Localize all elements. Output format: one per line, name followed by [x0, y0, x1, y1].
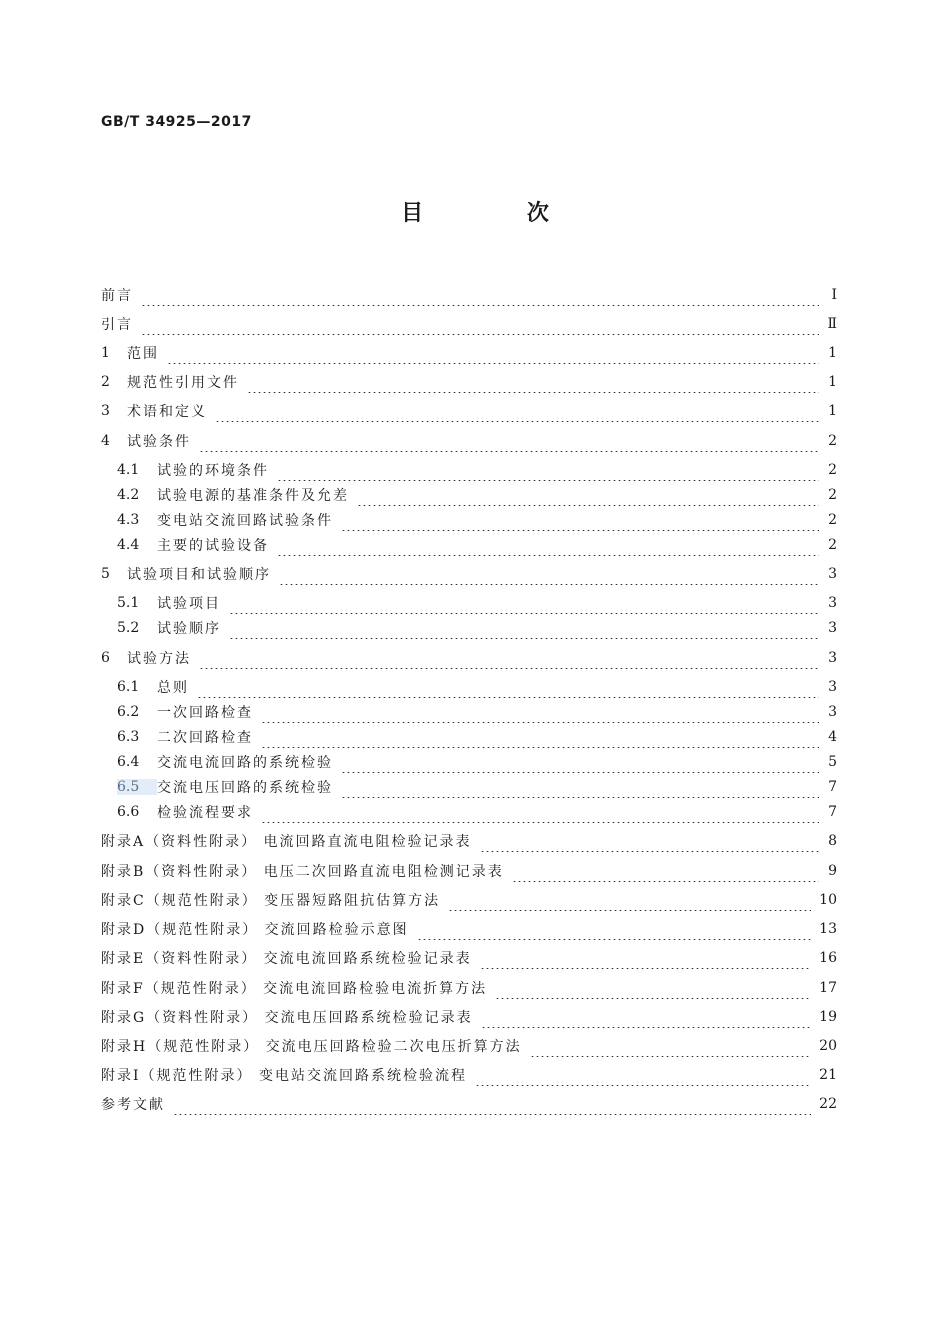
dot-leader: [167, 342, 819, 364]
toc-entry[interactable]: [117, 776, 837, 798]
toc-entry[interactable]: [101, 860, 837, 882]
page-title: 目 次: [401, 201, 597, 226]
toc-entry-number: 3: [101, 403, 110, 419]
toc-entry-page-number: 3: [828, 620, 837, 636]
toc-entry-page-number: Ⅱ: [827, 316, 837, 332]
toc-entry-page-number: 20: [819, 1038, 837, 1054]
toc-entry-page-number: 5: [828, 754, 837, 770]
toc-entry[interactable]: [101, 889, 837, 911]
toc-entry-page-number: 3: [828, 595, 837, 611]
toc-entry-number: 6.4: [117, 754, 140, 770]
toc-entry[interactable]: [101, 400, 837, 422]
toc-entry[interactable]: [117, 484, 837, 506]
toc-entry-page-number: 16: [819, 950, 837, 966]
toc-entry[interactable]: [101, 430, 837, 452]
toc-entry-title: 参考文献: [101, 1097, 165, 1113]
dot-leader: [530, 1035, 812, 1057]
toc-entry-page-number: 1: [828, 374, 837, 390]
toc-entry-title: 附录I（规范性附录） 变电站交流回路系统检验流程: [101, 1068, 467, 1084]
toc-entry-number: 4.1: [117, 462, 140, 478]
toc-entry-title: 附录E（资料性附录） 交流电流回路系统检验记录表: [101, 951, 472, 967]
toc-entry[interactable]: [117, 676, 837, 698]
toc-entry-page-number: 9: [828, 863, 837, 879]
dot-leader: [199, 647, 819, 669]
toc-entry-title: 交流电流回路的系统检验: [157, 755, 333, 771]
toc-entry-title: 附录D（规范性附录） 交流回路检验示意图: [101, 922, 409, 938]
dot-leader: [277, 459, 819, 481]
dot-leader: [480, 830, 819, 852]
toc-entry[interactable]: [117, 617, 837, 639]
toc-entry-title: 主要的试验设备: [157, 538, 269, 554]
dot-leader: [261, 801, 819, 823]
toc-entry-number: 6.3: [117, 729, 140, 745]
toc-entry-page-number: 10: [819, 892, 837, 908]
toc-entry-number: 6.6: [117, 804, 140, 820]
toc-entry-page-number: 17: [819, 980, 837, 996]
toc-entry-title: 试验方法: [127, 651, 191, 667]
toc-entry-title: 试验顺序: [157, 621, 221, 637]
toc-entry-page-number: 13: [819, 921, 837, 937]
toc-entry[interactable]: [101, 563, 837, 585]
toc-entry-title: 一次回路检查: [157, 705, 253, 721]
toc-entry-title: 附录H（规范性附录） 交流电压回路检验二次电压折算方法: [101, 1039, 522, 1055]
dot-leader: [229, 592, 819, 614]
toc-entry-number: 4.2: [117, 487, 140, 503]
toc-entry-title: 试验条件: [127, 434, 191, 450]
toc-entry-title: 附录A（资料性附录） 电流回路直流电阻检验记录表: [101, 834, 472, 850]
toc-entry[interactable]: [101, 977, 837, 999]
toc-entry[interactable]: [101, 647, 837, 669]
toc-entry-number: 6.5: [117, 779, 157, 795]
toc-entry[interactable]: [117, 751, 837, 773]
toc-entry-number: 1: [101, 345, 110, 361]
toc-entry-page-number: 22: [819, 1096, 837, 1112]
document-code: GB/T 34925—2017: [101, 114, 252, 130]
toc-entry-title: 附录C（规范性附录） 变压器短路阻抗估算方法: [101, 893, 441, 909]
toc-entry-page-number: 2: [828, 537, 837, 553]
toc-entry-number: 6.2: [117, 704, 140, 720]
dot-leader: [341, 751, 819, 773]
toc-entry-page-number: 2: [828, 433, 837, 449]
toc-entry[interactable]: [101, 371, 837, 393]
toc-entry-title: 试验项目: [157, 596, 221, 612]
toc-entry[interactable]: [101, 1064, 837, 1086]
toc-entry[interactable]: [101, 1035, 837, 1057]
toc-entry-title: 附录B（资料性附录） 电压二次回路直流电阻检测记录表: [101, 864, 504, 880]
toc-entry-number: 5.2: [117, 620, 140, 636]
dot-leader: [277, 534, 819, 556]
toc-entry[interactable]: [117, 726, 837, 748]
toc-entry-title: 试验的环境条件: [157, 463, 269, 479]
toc-entry[interactable]: [101, 313, 837, 335]
toc-entry[interactable]: [101, 830, 837, 852]
toc-entry-number: 4.3: [117, 512, 140, 528]
toc-entry-page-number: 4: [828, 729, 837, 745]
toc-entry-page-number: 3: [828, 704, 837, 720]
toc-entry-number: 4.4: [117, 537, 140, 553]
toc-entry-number: 6.1: [117, 679, 140, 695]
dot-leader: [341, 509, 819, 531]
toc-entry-number: 5: [101, 566, 110, 582]
dot-leader: [229, 617, 819, 639]
toc-entry-title: 变电站交流回路试验条件: [157, 513, 333, 529]
dot-leader: [173, 1093, 811, 1115]
toc-entry-title: 附录F（规范性附录） 交流电流回路检验电流折算方法: [101, 981, 488, 997]
toc-entry-page-number: 2: [828, 462, 837, 478]
toc-entry[interactable]: [101, 918, 837, 940]
toc-entry-page-number: Ⅰ: [831, 287, 837, 303]
dot-leader: [141, 313, 819, 335]
toc-entry-page-number: 21: [819, 1067, 837, 1083]
toc-entry-page-number: 3: [828, 650, 837, 666]
toc-entry-page-number: 2: [828, 512, 837, 528]
dot-leader: [475, 1064, 811, 1086]
toc-entry-title: 检验流程要求: [157, 805, 253, 821]
toc-entry-title: 前言: [101, 288, 133, 304]
toc-entry-page-number: 1: [828, 403, 837, 419]
dot-leader: [197, 676, 819, 698]
toc-entry[interactable]: [117, 534, 837, 556]
toc-entry[interactable]: [117, 459, 837, 481]
dot-leader: [261, 726, 819, 748]
dot-leader: [279, 563, 819, 585]
dot-leader: [141, 284, 819, 306]
toc-entry-page-number: 3: [828, 679, 837, 695]
toc-entry-number: 6: [101, 650, 110, 666]
toc-entry-page-number: 3: [828, 566, 837, 582]
dot-leader: [417, 918, 811, 940]
dot-leader: [448, 889, 811, 911]
toc-entry-title: 范围: [127, 346, 159, 362]
toc-entry-title: 试验项目和试验顺序: [127, 567, 271, 583]
toc-entry-title: 引言: [101, 317, 133, 333]
toc-entry-page-number: 19: [819, 1009, 837, 1025]
dot-leader: [512, 860, 819, 882]
toc-entry[interactable]: [101, 947, 837, 969]
toc-entry-number: 2: [101, 374, 110, 390]
toc-entry-title: 交流电压回路的系统检验: [157, 780, 333, 796]
dot-leader: [215, 400, 819, 422]
dot-leader: [247, 371, 819, 393]
toc-entry[interactable]: [117, 509, 837, 531]
toc-entry-title: 术语和定义: [127, 404, 207, 420]
toc-entry-number: 4: [101, 433, 110, 449]
dot-leader: [481, 1006, 812, 1028]
toc-entry[interactable]: [101, 1093, 837, 1115]
toc-entry-title: 试验电源的基准条件及允差: [157, 488, 349, 504]
toc-entry-page-number: 7: [828, 779, 837, 795]
toc-entry-title: 总则: [157, 680, 189, 696]
toc-entry[interactable]: [117, 701, 837, 723]
toc-entry-title: 二次回路检查: [157, 730, 253, 746]
toc-entry-page-number: 8: [828, 833, 837, 849]
toc-entry-page-number: 2: [828, 487, 837, 503]
dot-leader: [261, 701, 819, 723]
dot-leader: [199, 430, 819, 452]
dot-leader: [341, 776, 819, 798]
toc-entry-title: 规范性引用文件: [127, 375, 239, 391]
toc-entry-title: 附录G（资料性附录） 交流电压回路系统检验记录表: [101, 1010, 473, 1026]
dot-leader: [495, 977, 811, 999]
toc-entry[interactable]: [101, 1006, 837, 1028]
toc-entry[interactable]: [101, 284, 837, 306]
toc-entry-page-number: 1: [828, 345, 837, 361]
toc-entry-number: 5.1: [117, 595, 140, 611]
dot-leader: [357, 484, 819, 506]
toc-entry[interactable]: [117, 592, 837, 614]
toc-entry[interactable]: [117, 801, 837, 823]
toc-entry[interactable]: [101, 342, 837, 364]
toc-entry-page-number: 7: [828, 804, 837, 820]
dot-leader: [480, 947, 812, 969]
